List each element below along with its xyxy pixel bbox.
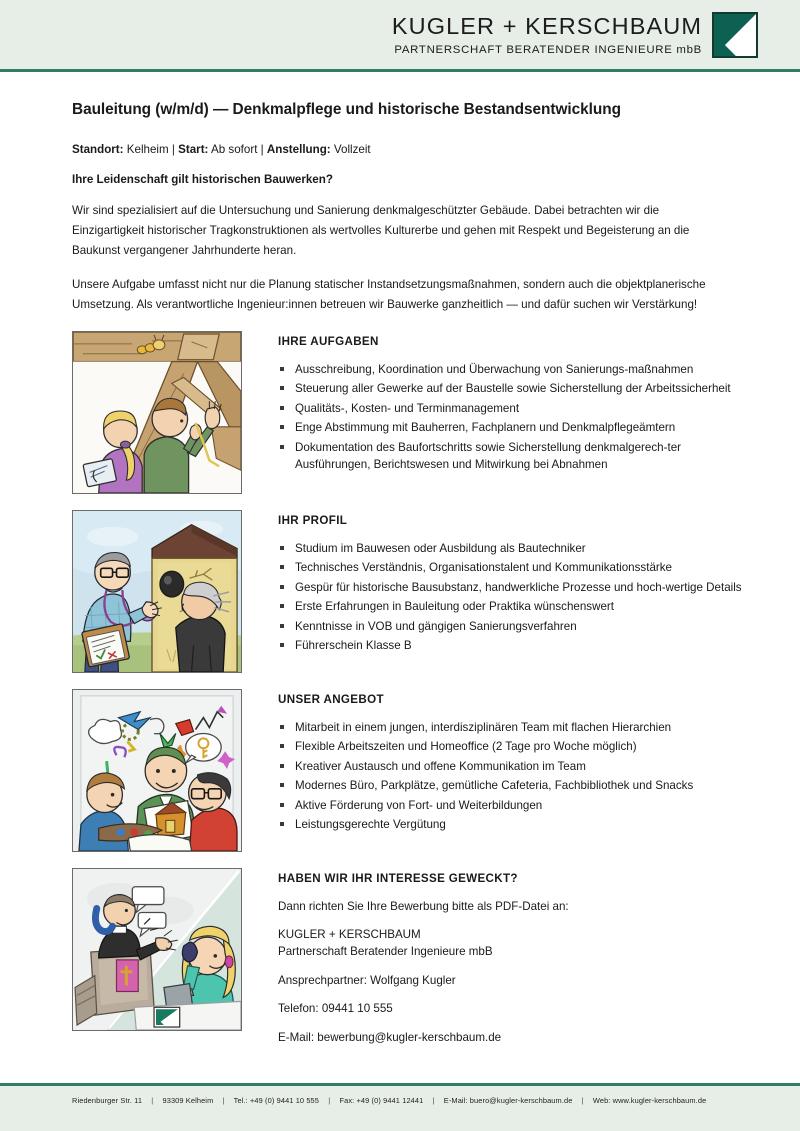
location-label: Standort: — [72, 143, 124, 157]
intro-paragraph-1: Wir sind spezialisiert auf die Untersuchung und Sanierung denkmalgeschützter Gebäude. Dabei betrachten wir die Einzigartigkeit historischer Tragkonstruktionen als wertvolles Kulturerbe und gehen mit Respekt und Begeisterung an die Baukunst vergangener Jahrhunderte heran. — [72, 204, 690, 257]
section-angebot — [72, 689, 756, 852]
start-label: Start: — [178, 143, 209, 157]
list-item: Steuerung aller Gewerke auf der Baustelle sowie Sicherstellung der Arbeitssicherheit — [278, 380, 756, 397]
footer-contact-line — [72, 1096, 770, 1105]
list-item: Aktive Förderung von Fort- und Weiterbildungen — [278, 797, 756, 814]
employment-value: Vollzeit — [333, 143, 371, 157]
intro-paragraph-2: Unsere Aufgabe umfasst nicht nur die Planung statischer Instandsetzungsmaßnahmen, sondern auch die objektplanerische Umsetzung. Als verantwortliche Ingenieur:innen betreuen wir Bauwerke ganzheitlich — und dafür suchen wir Verstärkung! — [72, 277, 706, 311]
building-stethoscope-illustration — [72, 510, 242, 673]
section-list — [278, 540, 756, 655]
team-brainstorm-illustration — [72, 689, 242, 852]
page-footer — [0, 1083, 800, 1131]
section-profil-body — [278, 510, 756, 657]
footer-separator: | — [151, 1096, 154, 1105]
list-item: Leistungsgerechte Vergütung — [278, 816, 756, 833]
footer-separator: | — [222, 1096, 225, 1105]
footer-fax: Fax: +49 (0) 9441 12441 — [339, 1096, 424, 1105]
footer-city: 93309 Kelheim — [162, 1096, 214, 1105]
content-column — [0, 72, 800, 1057]
contact-email: E-Mail: bewerbung@kugler-kerschbaum.de — [278, 1030, 502, 1044]
kk-square-logo-icon — [712, 12, 758, 58]
contact-phone: Telefon: 09441 10 555 — [278, 1002, 393, 1016]
section-heading: IHRE AUFGABEN — [278, 334, 379, 348]
list-item: Modernes Büro, Parkplätze, gemütliche Cafeteria, Fachbibliothek und Snacks — [278, 777, 756, 794]
footer-separator: | — [432, 1096, 435, 1105]
sections-container — [72, 331, 756, 1057]
company-name: KUGLER + KERSCHBAUM — [391, 13, 702, 39]
list-item: Qualitäts-, Kosten- und Terminmanagement — [278, 400, 756, 417]
list-item: Führerschein Klasse B — [278, 637, 756, 654]
list-item: Gespür für historische Bausubstanz, handwerkliche Prozesse und hoch-wertige Details — [278, 579, 756, 596]
phone-call-reception-illustration — [72, 868, 242, 1031]
brand-lockup — [392, 12, 758, 58]
list-item: Kenntnisse in VOB und gängigen Sanierungsverfahren — [278, 618, 756, 635]
section-profil — [72, 510, 756, 673]
footer-address: Riedenburger Str. 11 — [72, 1096, 143, 1105]
meta-divider-1: | — [171, 143, 175, 157]
list-item: Enge Abstimmung mit Bauherren, Fachplanern und Denkmalpflegeämtern — [278, 419, 756, 436]
list-item: Ausschreibung, Koordination und Überwachung von Sanierungs-maßnahmen — [278, 361, 756, 378]
list-item: Technisches Verständnis, Organisationstalent und Kommunikationsstärke — [278, 559, 756, 576]
roof-beam-inspection-illustration — [72, 331, 242, 494]
footer-separator: | — [581, 1096, 584, 1105]
lead-question: Ihre Leidenschaft gilt historischen Bauwerken? — [72, 173, 333, 187]
section-list — [278, 361, 756, 473]
meta-divider-2: | — [260, 143, 264, 157]
company-line-2: Partnerschaft Beratender Ingenieure mbB — [278, 945, 493, 959]
contact-company — [278, 926, 756, 961]
job-meta-line — [72, 143, 756, 156]
list-item: Kreativer Austausch und offene Kommunikation im Team — [278, 758, 756, 775]
page-title: Bauleitung (w/m/d) — Denkmalpflege und historische Bestandsentwicklung — [72, 101, 621, 118]
contact-intro: Dann richten Sie Ihre Bewerbung bitte als PDF-Datei an: — [278, 899, 569, 913]
employment-label: Anstellung: — [266, 143, 331, 157]
section-list — [278, 719, 756, 834]
page-body — [0, 72, 800, 1083]
section-contact-body — [278, 868, 756, 1057]
company-line-1: KUGLER + KERSCHBAUM — [278, 928, 421, 942]
section-heading: IHR PROFIL — [278, 513, 348, 527]
section-angebot-body — [278, 689, 756, 836]
list-item: Erste Erfahrungen in Bauleitung oder Praktika wünschenswert — [278, 598, 756, 615]
footer-separator: | — [328, 1096, 331, 1105]
section-aufgaben-body — [278, 331, 756, 476]
footer-tel: Tel.: +49 (0) 9441 10 555 — [233, 1096, 320, 1105]
contact-person: Ansprechpartner: Wolfgang Kugler — [278, 973, 456, 987]
brand-text — [392, 12, 702, 56]
company-subtitle: PARTNERSCHAFT BERATENDER INGENIEURE mbB — [394, 43, 702, 56]
section-aufgaben — [72, 331, 756, 494]
list-item: Mitarbeit in einem jungen, interdisziplinären Team mit flachen Hierarchien — [278, 719, 756, 736]
list-item: Dokumentation des Baufortschritts sowie Sicherstellung denkmalgerech-ter Ausführungen, Berichtswesen und Mitwirkung bei Abnahmen — [278, 439, 756, 473]
footer-email: E-Mail: buero@kugler-kerschbaum.de — [443, 1096, 573, 1105]
list-item: Flexible Arbeitszeiten und Homeoffice (2 Tage pro Woche möglich) — [278, 738, 756, 755]
section-contact — [72, 868, 756, 1057]
start-value: Ab sofort — [211, 143, 258, 157]
footer-web: Web: www.kugler-kerschbaum.de — [592, 1096, 707, 1105]
list-item: Studium im Bauwesen oder Ausbildung als Bautechniker — [278, 540, 756, 557]
page-header — [0, 0, 800, 72]
location-value: Kelheim — [126, 143, 169, 157]
section-heading: UNSER ANGEBOT — [278, 692, 384, 706]
contact-heading: HABEN WIR IHR INTERESSE GEWECKT? — [278, 871, 518, 885]
